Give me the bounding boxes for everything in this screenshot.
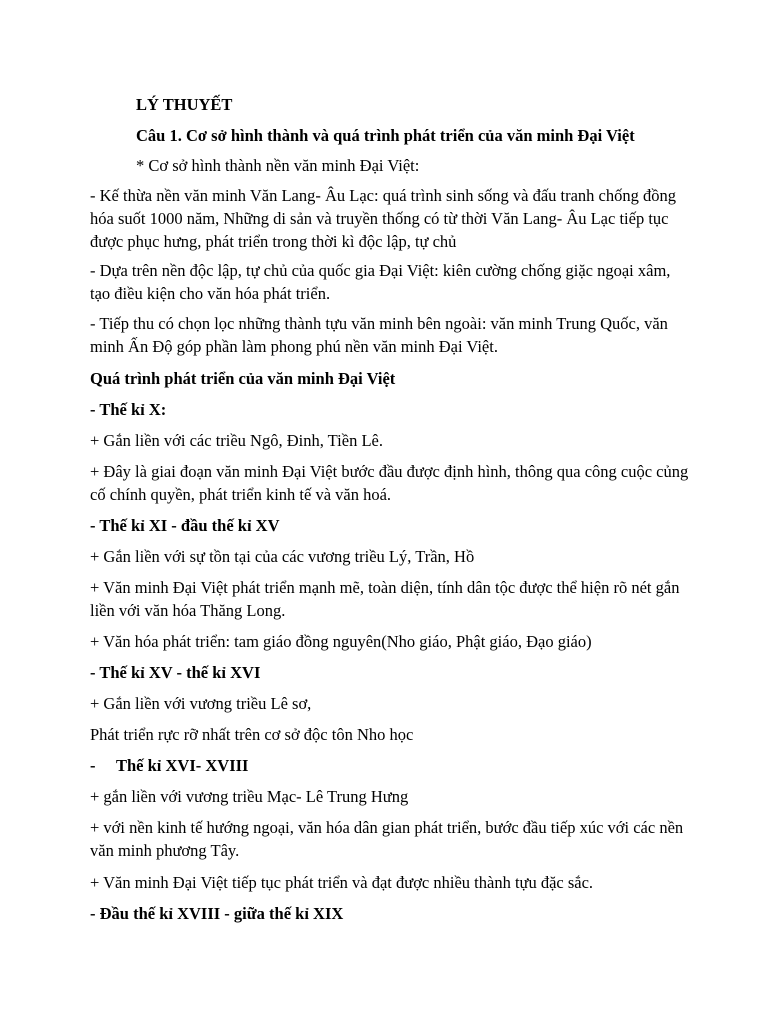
period-point: + Đây là giai đoạn văn minh Đại Việt bước đầu được định hình, thông qua công cuộc củng cố chính quyền, phát triển kinh tế và văn hoá. [90,462,689,504]
period-dash: - [90,756,96,775]
period-point: + gắn liền với vương triều Mạc- Lê Trung Hưng [90,787,409,806]
period-title: - Đầu thế kỉ XVIII - giữa thế kỉ XIX [90,904,344,923]
period-point: + Gắn liền với các triều Ngô, Đinh, Tiền Lê. [90,431,383,450]
basis-intro: * Cơ sở hình thành nền văn minh Đại Việt: [136,156,420,175]
document-heading: LÝ THUYẾT [136,95,233,114]
period-point: + Văn minh Đại Việt phát triển mạnh mẽ, toàn diện, tính dân tộc được thể hiện rõ nét gắn liền với văn hóa Thăng Long. [90,578,680,620]
period-title: - Thế kỉ XI - đầu thế kỉ XV [90,516,280,535]
basis-point: - Tiếp thu có chọn lọc những thành tựu văn minh bên ngoài: văn minh Trung Quốc, văn minh Ấn Độ góp phần làm phong phú nền văn minh Đại Việt. [90,314,668,356]
period-title-row [90,754,690,777]
development-heading: Quá trình phát triển của văn minh Đại Việt [90,369,396,388]
period-title: - Thế kỉ X: [90,400,167,419]
period-point: Phát triển rực rỡ nhất trên cơ sở độc tôn Nho học [90,725,414,744]
question-title: Câu 1. Cơ sở hình thành và quá trình phát triển của văn minh Đại Việt [136,126,635,145]
period-point: + Văn minh Đại Việt tiếp tục phát triển và đạt được nhiều thành tựu đặc sắc. [90,873,594,892]
period-point: + với nền kinh tế hướng ngoại, văn hóa dân gian phát triển, bước đầu tiếp xúc với các nền văn minh phương Tây. [90,818,684,860]
period-point: + Văn hóa phát triển: tam giáo đồng nguyên(Nho giáo, Phật giáo, Đạo giáo) [90,632,592,651]
period-title: - Thế kỉ XV - thế kỉ XVI [90,663,261,682]
basis-point: - Kế thừa nền văn minh Văn Lang- Âu Lạc: quá trình sinh sống và đấu tranh chống đồng hóa suốt 1000 năm, Những di sản và truyền thống có từ thời Văn Lang- Âu Lạc tiếp tục được phục hưng, phát triển trong thời kì độc lập, tự chủ [90,186,676,251]
period-title: Thế kỉ XVI- XVIII [116,756,249,775]
basis-point: - Dựa trên nền độc lập, tự chủ của quốc gia Đại Việt: kiên cường chống giặc ngoại xâm, tạo điều kiện cho văn hóa phát triển. [90,261,671,303]
period-point: + Gắn liền với sự tồn tại của các vương triều Lý, Trần, Hồ [90,547,475,566]
period-point: + Gắn liền với vương triều Lê sơ, [90,694,312,713]
